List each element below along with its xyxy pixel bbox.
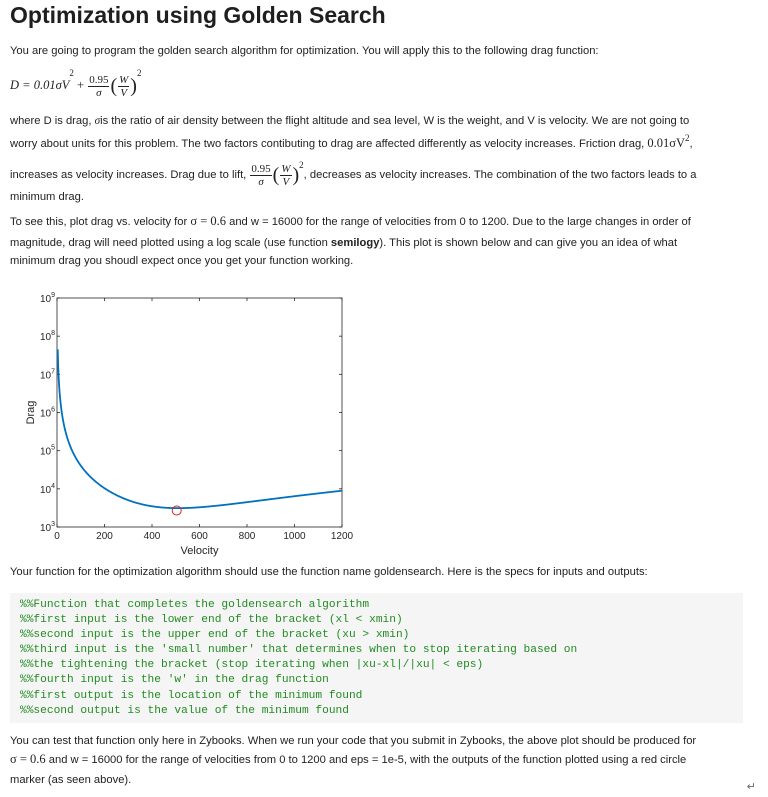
y-tick-label: $10^5$ [40, 444, 56, 458]
para3-text: Your function for the optimization algorithm should use the function name goldensearch. Here is the specs for inputs and outputs: [10, 566, 648, 578]
code-line: %%the tightening the bracket (stop iterating when |xu-xl|/|xu| < eps) [20, 659, 484, 672]
drag-vs-velocity-chart [0, 282, 380, 562]
para2-line1: To see this, plot drag vs. velocity for σ = 0.6 and w = 16000 for the range of velocities from 0 to 1200. Due to the large changes in order of [10, 214, 691, 228]
y-tick-label: $10^9$ [40, 292, 56, 305]
para4-line2: σ = 0.6 and w = 16000 for the range of velocities from 0 to 1200 and eps = 1e-5, with the outputs of the function plotted using a red circle [10, 752, 687, 766]
x-tick-label: 800 [238, 531, 256, 542]
x-tick-label: 0 [54, 531, 60, 542]
para1-line1: where D is drag, σis the ratio of air density between the flight altitude and sea level, W is the weight, and V is velocity. We are not going to [10, 115, 690, 127]
para4-line1: You can test that function only here in Zybooks. When we run your code that you submit in Zybooks, the above plot should be produced for [10, 735, 697, 747]
x-tick-label: 600 [191, 531, 208, 542]
para4-line3: marker (as seen above). [10, 774, 132, 786]
code-line: %%second input is the upper end of the bracket (xu > xmin) [20, 629, 410, 642]
y-axis-label: Drag [25, 400, 37, 425]
para2-line3: minimum drag you shoudl expect once you get your function working. [10, 255, 354, 267]
x-tick-label: 1200 [330, 531, 354, 542]
x-tick-label: 400 [143, 531, 161, 542]
y-tick-label: $10^4$ [40, 482, 56, 496]
x-tick-label: 1000 [283, 531, 306, 542]
code-line: %%third input is the 'small number' that determines when to stop iterating based on [20, 644, 578, 657]
y-tick-label: $10^8$ [40, 330, 56, 344]
para1-line2: worry about units for this problem. The two factors contibuting to drag are affected differently as velocity increases. Friction drag, $0.01\sigma V^2$, [10, 133, 693, 150]
y-tick-label: $10^6$ [40, 406, 56, 420]
page-title: Optimization using Golden Search [10, 2, 386, 28]
intro-text: You are going to program the golden search algorithm for optimization. You will apply this to the following drag function: [10, 45, 599, 57]
code-block [10, 593, 743, 723]
return-mark-icon: ↵ [746, 781, 756, 793]
code-line: %%second output is the value of the minimum found [20, 704, 349, 717]
para2-line2: magnitude, drag will need plotted using a log scale (use function semilogy). This plot is shown below and can give you an idea of what [10, 237, 678, 249]
code-line: %%first output is the location of the minimum found [20, 689, 363, 702]
para1-line3: increases as velocity increases. Drag due to lift, $\frac{0.95}{\sigma}$ ( $\frac{W}{V}$ )$^2$, decreases as velocity increases. The combination of the two factors leads to a [10, 160, 697, 188]
code-line: %%fourth input is the 'w' in the drag function [20, 674, 329, 687]
drag-equation: $D = 0.01\sigma V^2$ + $\frac{0.95}{\sigma}$ ( $\frac{W}{V}$ )$^2$ [10, 68, 142, 99]
code-line: %%first input is the lower end of the bracket (xl < xmin) [20, 614, 403, 627]
y-tick-label: $10^3$ [40, 521, 56, 534]
x-tick-label: 200 [96, 531, 113, 542]
y-tick-label: $10^7$ [40, 368, 56, 382]
code-line: %%Function that completes the goldensearch algorithm [20, 599, 370, 611]
x-axis-label: Velocity [180, 545, 219, 557]
para1-line4: minimum drag. [10, 191, 84, 203]
plot-area [57, 298, 342, 527]
